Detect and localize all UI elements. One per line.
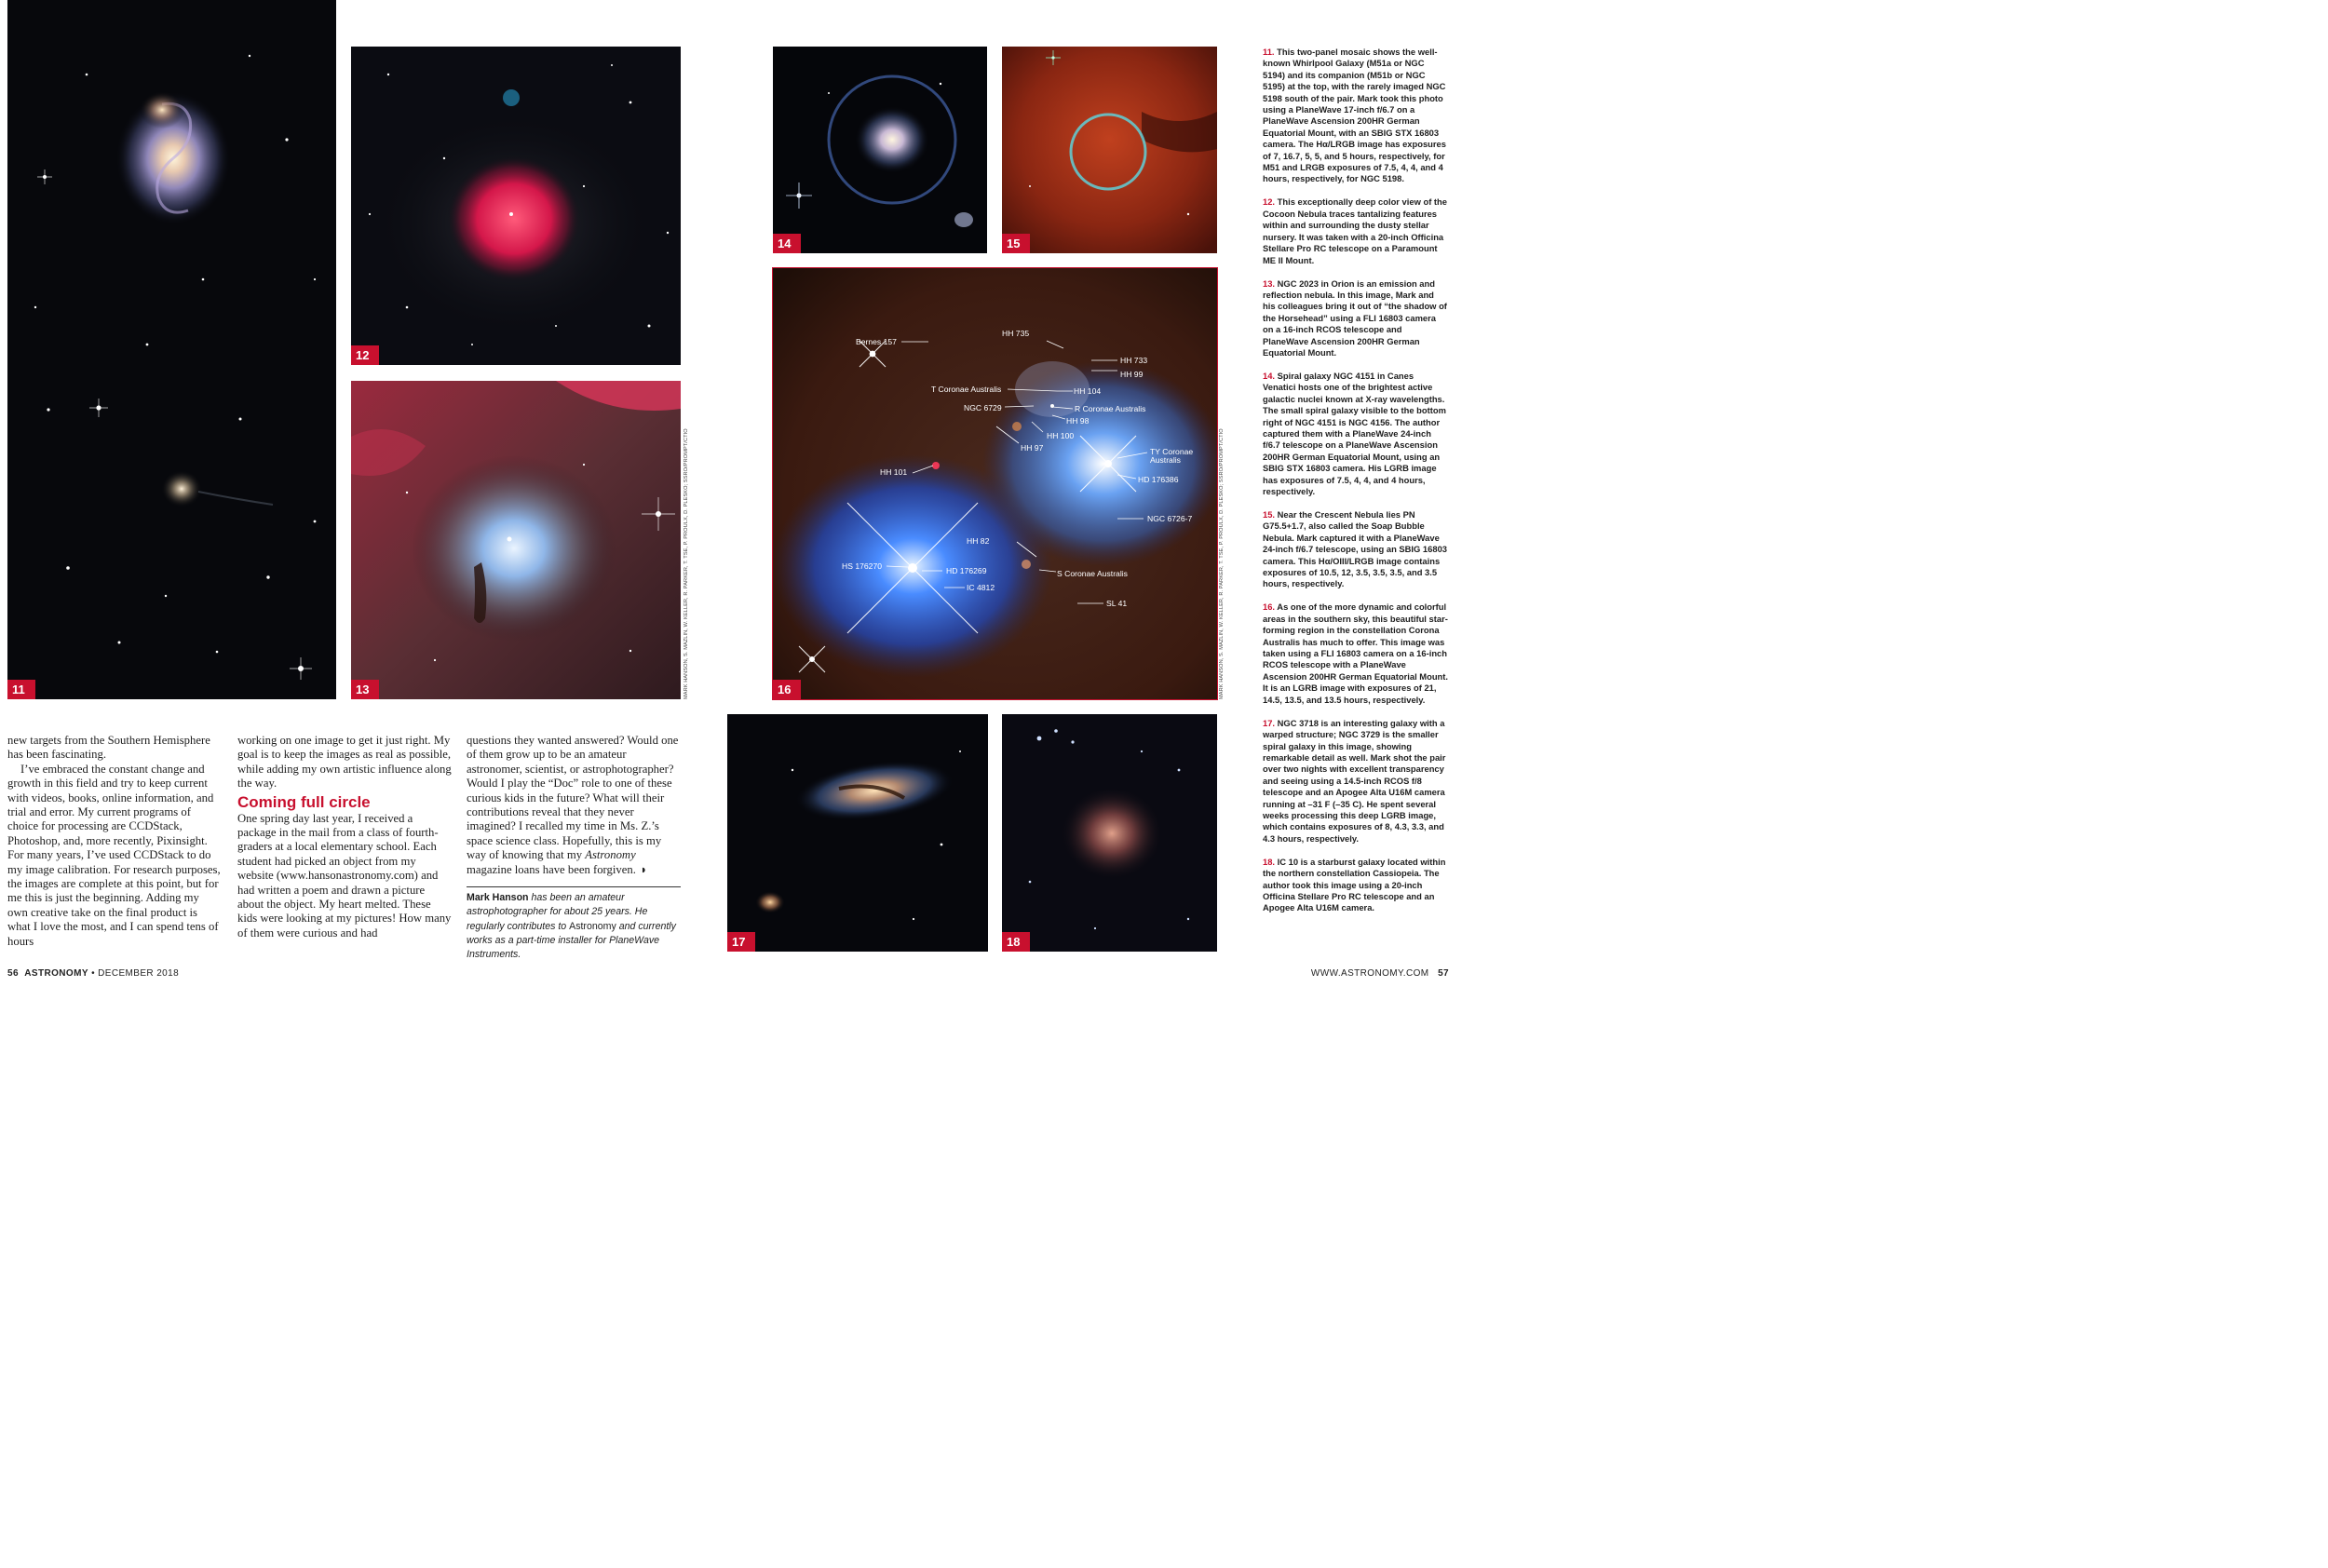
caption-11: 11. This two-panel mosaic shows the well-known Whirlpool Galaxy (M51a or NGC 5194) and its companion (M51b or NGC 5195) at the top, with the rarely imaged NGC 5198 south of the pair. Mark took this photo using a PlaneWave 17-inch f/6.7 on a PlaneWave Ascension 200HR German Equatorial Mount, with an SBIG STX 16803 camera. The Hα/LRGB image has exposures of 7, 16.7, 5, 5, and 5 hours, respectively, for M51 and LRGB exposures of 7.5, 4, 4, and 4 hours, respectively, for NGC 5198. bbox=[1263, 47, 1446, 184]
author-bio: Mark Hanson has been an amateur astrophotographer for about 25 years. He regularly contributes to Astronomy and currently works as a part-time installer for PlaneWave Instruments. bbox=[467, 892, 676, 961]
label-hh-99: HH 99 bbox=[1120, 370, 1144, 379]
label-hh-104: HH 104 bbox=[1074, 386, 1102, 396]
figure-14-ngc-4151 bbox=[773, 47, 987, 253]
label-t-coronae-australis: T Coronae Australis bbox=[931, 385, 1002, 394]
figure-number: 16 bbox=[773, 680, 801, 699]
caption-15: 15. Near the Crescent Nebula lies PN G75.5+1.7, also called the Soap Bubble Nebula. Mark captured it with a PlaneWave 24-inch f/6.7 telescope, using an SBIG 16803 camera. This Hα/OIII/LRGB image contains exposures of 10.5, 12, 3.5, 3.5, 3.5, and 3.5 hours, respectively. bbox=[1263, 509, 1447, 589]
caption-14: 14. Spiral galaxy NGC 4151 in Canes Venatici hosts one of the brightest active galactic nuclei known at X-ray wavelengths. The small spiral galaxy visible to the bottom right of NGC 4151 is NGC 4156. The author captured them with a PlaneWave 24-inch f/6.7 telescope on a PlaneWave Ascension 200HR German Equatorial Mount, using an SBIG STX 16803 camera. His LGRB image has exposures of 7.5, 4, 4, and 4 hours, respectively. bbox=[1263, 370, 1446, 496]
label-ic-4812: IC 4812 bbox=[967, 583, 995, 592]
page-number-right: 57 bbox=[1438, 968, 1449, 979]
caption-13: 13. NGC 2023 in Orion is an emission and reflection nebula. In this image, Mark and his colleagues bring it out of “the shadow of the Horsehead” using a FLI 16803 camera on a 16-inch RCOS telescope and PlaneWave Ascension 200HR German Equatorial Mount. bbox=[1263, 277, 1447, 358]
body-paragraph: One spring day last year, I received a package in the mail from a class of fourth-graders at a local elementary school. Each student had picked an object from my website (www.hansonastronomy.com) and had written a poem and drawn a picture about the object. My heart melted. These kids were looking at my pictures! How many of them were curious and had bbox=[237, 811, 452, 939]
label-hh-98: HH 98 bbox=[1066, 416, 1090, 426]
figure-11-whirlpool-galaxy bbox=[7, 0, 336, 699]
label-bernes-157: Bernes 157 bbox=[856, 337, 897, 346]
figure-13-ngc-2023 bbox=[351, 381, 681, 699]
figure-number: 17 bbox=[727, 932, 755, 952]
body-paragraph: new targets from the Southern Hemisphere has been fascinating. bbox=[7, 734, 210, 762]
magazine-name: ASTRONOMY bbox=[24, 968, 88, 979]
label-hh-101: HH 101 bbox=[880, 467, 908, 477]
body-paragraph: working on one image to get it just right. My goal is to keep the images as real as possible, while adding my own artistic influence along the way. bbox=[237, 734, 452, 791]
figure-15-soap-bubble-nebula bbox=[1002, 47, 1217, 253]
figure-18-ic-10 bbox=[1002, 714, 1217, 952]
website-url: WWW.ASTRONOMY.COM bbox=[1310, 968, 1429, 979]
cocoon-nebula-image bbox=[351, 47, 681, 365]
ngc-2023-image bbox=[351, 381, 681, 699]
folio-left: 56 ASTRONOMY • DECEMBER 2018 bbox=[7, 968, 180, 979]
ngc-4151-image bbox=[773, 47, 987, 253]
section-heading: Coming full circle bbox=[237, 792, 371, 811]
figure-number: 14 bbox=[773, 234, 801, 253]
ngc-3718-image bbox=[727, 714, 988, 952]
whirlpool-galaxy-image bbox=[7, 0, 336, 699]
body-paragraph: I’ve embraced the constant change and growth in this field and try to keep current with videos, books, online information, and trial and error. My current programs of choice for processing are CCDStack, Photoshop, and, more recently, Pixinsight. For many years, I’ve used CCDStack to do my image calibration. For research purposes, the images are complete at this point, but for me this is just the beginning. Adding my own creative take on the final product is what I love the most, and I can spend tens of hours bbox=[7, 762, 221, 948]
caption-12: 12. This exceptionally deep color view of the Cocoon Nebula traces tantalizing features within and surrounding the dusty stellar nursery. It was taken with a 20-inch Officina Stellare Pro RC telescope on a Paramount ME II Mount. bbox=[1263, 196, 1447, 265]
figure-number: 11 bbox=[7, 680, 35, 699]
caption-18: 18. IC 10 is a starburst galaxy located within the northern constellation Cassiopeia. The author took this image using a 20-inch Officina Stellare Pro RC telescope and an Apogee Alta U16M camera. bbox=[1263, 856, 1446, 913]
author-name: Mark Hanson bbox=[467, 892, 529, 903]
page-number-left: 56 bbox=[7, 968, 19, 979]
label-hh-100: HH 100 bbox=[1047, 431, 1075, 440]
folio-right bbox=[1311, 968, 1449, 979]
label-s-coronae-australis: S Coronae Australis bbox=[1057, 569, 1128, 578]
label-hh-735: HH 735 bbox=[1002, 329, 1030, 338]
label-hs-176270: HS 176270 bbox=[842, 561, 883, 571]
label-hh-82: HH 82 bbox=[967, 536, 990, 546]
figure-number: 12 bbox=[351, 345, 379, 365]
photo-credit-left: MARK HANSON, S. MAZLIN, W. KELLER, R. PARKER, T. TSE, P. PROULX, D. PLESKO; SSRO/PROMPT/CTIO bbox=[684, 428, 689, 699]
body-column-3 bbox=[467, 734, 683, 877]
figure-12-cocoon-nebula bbox=[351, 47, 681, 365]
figure-number: 15 bbox=[1002, 234, 1030, 253]
figure-number: 13 bbox=[351, 680, 379, 699]
label-sl-41: SL 41 bbox=[1106, 599, 1128, 608]
label-ty-australis: Australis bbox=[1150, 455, 1181, 465]
label-hd-176269: HD 176269 bbox=[946, 566, 987, 575]
soap-bubble-nebula-image bbox=[1002, 47, 1217, 253]
label-ngc-6726-7: NGC 6726-7 bbox=[1147, 514, 1193, 523]
issue-date: DECEMBER 2018 bbox=[98, 968, 180, 979]
label-hd-176386: HD 176386 bbox=[1138, 475, 1179, 484]
figure-16-corona-australis bbox=[773, 268, 1217, 699]
caption-17: 17. NGC 3718 is an interesting galaxy with a warped structure; NGC 3729 is the smaller spiral galaxy in this image, showing remarkable detail as well. Mark shot the pair over two nights with excellent transparency and seeing using a 14.5-inch RCOS f/8 telescope and an Apogee Alta U16M camera running at –31 F (–35 C). He spent several weeks processing this deep LGRB image, which contains exposures of 8, 4.3, 3.3, and 4.3 hours, respectively. bbox=[1263, 717, 1446, 844]
label-r-coronae-australis: R Coronae Australis bbox=[1075, 404, 1146, 413]
label-ngc-6729: NGC 6729 bbox=[964, 403, 1002, 412]
figure-captions bbox=[1263, 47, 1449, 926]
figure-17-ngc-3718 bbox=[727, 714, 988, 952]
label-ty-coronae: TY Coronae bbox=[1150, 447, 1194, 456]
ic-10-image bbox=[1002, 714, 1217, 952]
label-hh-733: HH 733 bbox=[1120, 356, 1148, 365]
caption-16: 16. As one of the more dynamic and colorful areas in the southern sky, this beautiful star-forming region in the constellation Corona Australis has much to offer. This image was taken using a FLI 16803 camera on a 16-inch RCOS telescope with a PlaneWave Ascension 200HR German Equatorial Mount. It is an LGRB image with exposures of 21, 14.5, 13.5, and 13.5 hours, respectively. bbox=[1263, 602, 1448, 705]
figure-number: 18 bbox=[1002, 932, 1030, 952]
bio-divider bbox=[467, 886, 681, 887]
label-hh-97: HH 97 bbox=[1021, 443, 1044, 453]
corona-australis-image bbox=[773, 268, 1217, 699]
body-column-2 bbox=[237, 734, 452, 940]
body-column-1 bbox=[7, 734, 222, 949]
body-paragraph: questions they wanted answered? Would one of them grow up to be an amateur astronomer, scientist, or astrophotographer? Would I play the “Doc” role to one of these curious kids in the future? What will their contributions reveal that they never imagined? I recalled my time in Ms. Z.’s space science class. Hopefully, this is my way of knowing that my Astronomy magazine loans have been forgiven. ◑ bbox=[467, 734, 679, 876]
photo-credit-right: MARK HANSON, S. MAZLIN, W. KELLER, R. PARKER, T. TSE, P. PROULX, D. PLESKO; SSRO/PROMPT/CTIO bbox=[1219, 428, 1225, 699]
